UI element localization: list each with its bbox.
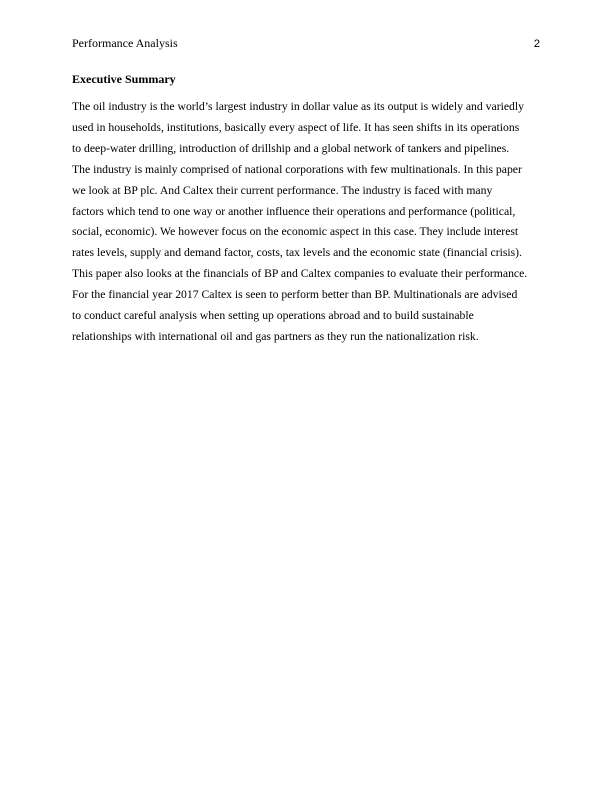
paragraph-line: rates levels, supply and demand factor, costs, tax levels and the economic state (financial crisis). [72,246,522,260]
paragraph-line: social, economic). We however focus on the economic aspect in this case. They include interest [72,225,519,239]
paragraph-line: factors which tend to one way or another influence their operations and performance (political, [72,204,516,218]
paragraph-line: used in households, institutions, basically every aspect of life. It has seen shifts in its operations [72,120,520,134]
paragraph-line: to conduct careful analysis when setting up operations abroad and to build sustainable [72,309,474,323]
running-head: Performance Analysis [72,36,178,50]
paragraph-line: relationships with international oil and gas partners as they run the nationalization risk. [72,329,479,343]
paragraph-line: we look at BP plc. And Caltex their current performance. The industry is faced with many [72,183,493,197]
section-heading: Executive Summary [72,72,176,86]
paragraph-line: The oil industry is the world’s largest industry in dollar value as its output is widely and variedly [72,100,524,113]
paragraph-line: The industry is mainly comprised of national corporations with few multinationals. In this paper [72,162,522,176]
paragraph-line: For the financial year 2017 Caltex is seen to perform better than BP. Multinationals are advised [72,288,518,302]
paragraph-line: This paper also looks at the financials of BP and Caltex companies to evaluate their performance. [72,267,528,281]
page-number: 2 [533,38,540,50]
executive-summary-paragraph [72,97,542,348]
paragraph-line: to deep-water drilling, introduction of drillship and a global network of tankers and pipelines. [72,141,510,155]
